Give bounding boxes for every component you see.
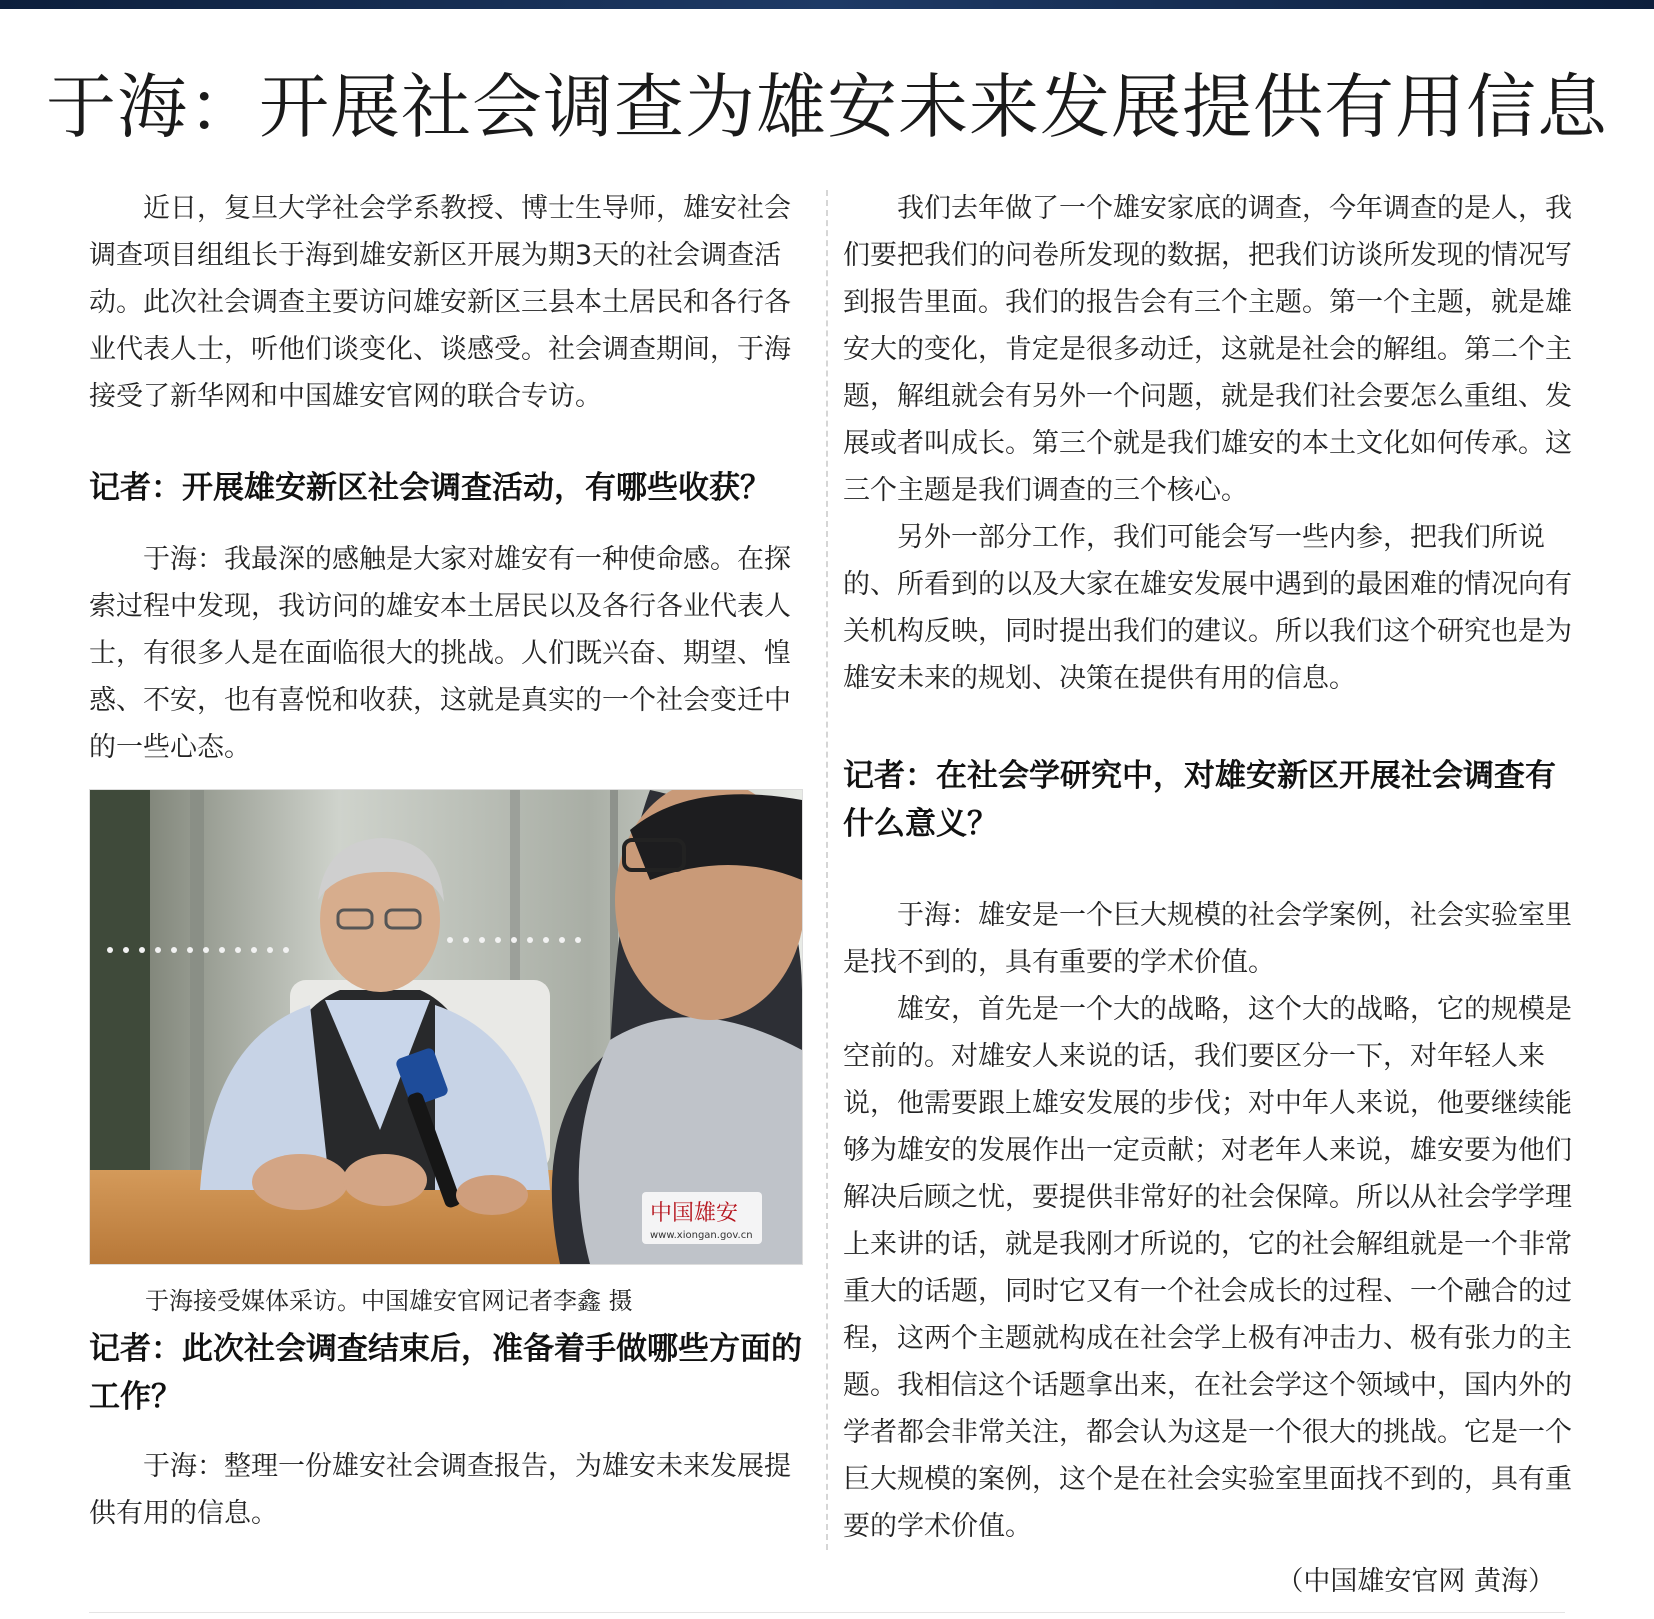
column-divider <box>826 190 828 1550</box>
answer-2-continued-1: 我们去年做了一个雄安家底的调查，今年调查的是人，我们要把我们的问卷所发现的数据，把我们访谈所发现的情况写到报告里面。我们的报告会有三个主题。第一个主题，就是雄安大的变化，肯定是很多动迁，这就是社会的解组。第二个主题，解组就会有另外一个问题，就是我们社会要怎么重组、发展或者叫成长。第三个就是我们雄安的本土文化如何传承。这三个主题是我们调查的三个核心。 <box>843 193 1572 506</box>
photo-watermark-url: www.xiongan.gov.cn <box>650 1230 753 1241</box>
article-title: 于海：开展社会调查为雄安未来发展提供有用信息 <box>46 66 1608 148</box>
answer-2-continued-2: 另外一部分工作，我们可能会写一些内参，把我们所说的、所看到的以及大家在雄安发展中遇到的最困难的情况向有关机构反映，同时提出我们的建议。所以我们这个研究也是为雄安未来的规划、决策在提供有用的信息。 <box>843 522 1572 694</box>
answer-2: 于海：整理一份雄安社会调查报告，为雄安未来发展提供有用的信息。 <box>89 1451 791 1529</box>
photo-watermark: 中国雄安 <box>650 1201 739 1226</box>
question-1: 记者：开展雄安新区社会调查活动，有哪些收获？ <box>89 470 771 506</box>
answer-1: 于海：我最深的感触是大家对雄安有一种使命感。在探索过程中发现，我访问的雄安本土居民以及各行各业代表人士，有很多人是在面临很大的挑战。人们既兴奋、期望、惶惑、不安，也有喜悦和收获，这就是真实的一个社会变迁中的一些心态。 <box>89 544 791 763</box>
interview-photo <box>89 789 803 1265</box>
intro-paragraph: 近日，复旦大学社会学系教授、博士生导师，雄安社会调查项目组组长于海到雄安新区开展为期3天的社会调查活动。此次社会调查主要访问雄安新区三县本土居民和各行各业代表人士，听他们谈变化、谈感受。社会调查期间，于海接受了新华网和中国雄安官网的联合专访。 <box>89 193 791 412</box>
bottom-rule <box>89 1612 1565 1613</box>
photo-caption: 于海接受媒体采访。中国雄安官网记者李鑫 摄 <box>145 1287 633 1315</box>
top-bar <box>0 0 1654 9</box>
interview-photo-image <box>90 790 802 1264</box>
right-column <box>843 185 1575 1605</box>
left-column <box>89 185 809 1537</box>
question-3: 记者：在社会学研究中，对雄安新区开展社会调查有什么意义？ <box>843 758 1556 842</box>
article-credit: （中国雄安官网 黄海） <box>1276 1566 1555 1597</box>
answer-3-continued: 雄安，首先是一个大的战略，这个大的战略，它的规模是空前的。对雄安人来说的话，我们要区分一下，对年轻人来说，他需要跟上雄安发展的步伐；对中年人来说，他要继续能够为雄安的发展作出一定贡献；对老年人来说，雄安要为他们解决后顾之忧，要提供非常好的社会保障。所以从社会学学理上来讲的话，就是我刚才所说的，它的社会解组就是一个非常重大的话题，同时它又有一个社会成长的过程、一个融合的过程，这两个主题就构成在社会学上极有冲击力、极有张力的主题。我相信这个话题拿出来，在社会学这个领域中，国内外的学者都会非常关注，都会认为这是一个很大的挑战。它是一个巨大规模的案例，这个是在社会实验室里面找不到的，具有重要的学术价值。 <box>843 994 1572 1542</box>
question-2: 记者：此次社会调查结束后，准备着手做哪些方面的工作？ <box>89 1331 802 1415</box>
answer-3: 于海：雄安是一个巨大规模的社会学案例，社会实验室里是找不到的，具有重要的学术价值。 <box>843 900 1572 978</box>
